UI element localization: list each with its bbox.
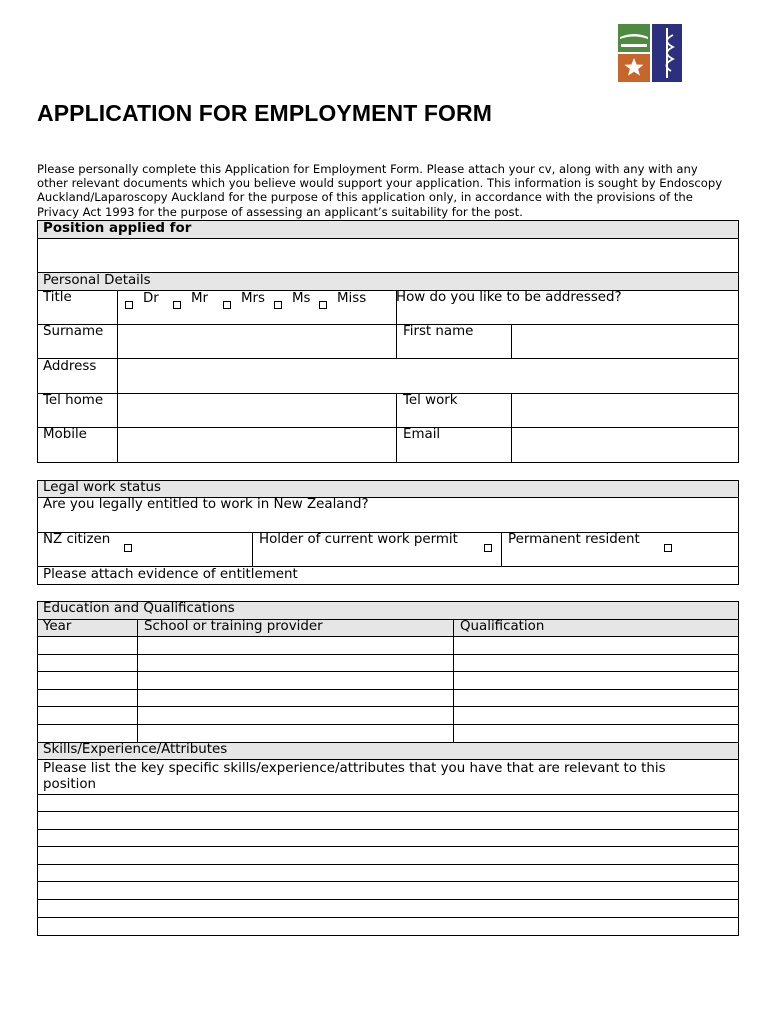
addressed-as-label: How do you like to be addressed? [396,290,622,305]
intro-line: Privacy Act 1993 for the purpose of assessing an applicant’s suitability for the post. [37,204,523,219]
skills-row[interactable] [38,918,738,935]
skills-row[interactable] [38,900,738,917]
title-mr-label: Mr [191,291,209,306]
skills-section-header: Skills/Experience/Attributes [43,742,228,757]
skills-row[interactable] [38,812,738,829]
skills-row[interactable] [38,865,738,881]
personal-section-header: Personal Details [43,273,151,288]
column-header-school: School or training provider [144,619,323,634]
skills-prompt: position [43,777,97,792]
skills-row[interactable] [38,795,738,811]
title-miss-checkbox[interactable] [319,294,327,313]
intro-paragraph [37,162,737,219]
tel-work-input[interactable] [512,394,738,427]
intro-line: Please personally complete this Application for Employment Form. Please attach your cv, along with any with any [37,162,698,176]
education-row[interactable] [38,637,738,654]
tel-work-label: Tel work [403,393,458,408]
column-header-year: Year [43,619,72,634]
permanent-resident-label: Permanent resident [508,532,640,547]
email-label: Email [403,427,441,442]
work-permit-checkbox[interactable] [484,537,492,556]
addressed-as-input[interactable] [397,306,738,324]
title-miss-label: Miss [337,291,367,306]
page-title: APPLICATION FOR EMPLOYMENT FORM [37,100,492,126]
mobile-input[interactable] [118,428,396,462]
education-row[interactable] [38,690,738,706]
position-applied-input[interactable] [38,239,738,272]
title-mr-checkbox[interactable] [173,294,181,313]
endoscopy-auckland-logo-icon [617,23,683,83]
title-dr-label: Dr [143,291,159,306]
title-ms-label: Ms [292,291,311,306]
intro-line: Auckland/Laparoscopy Auckland for the purpose of this application only, in accordance with the provisions of the [37,190,693,205]
title-mrs-label: Mrs [241,291,266,306]
intro-line: other relevant documents which you believe would support your application. This information is sought by Endoscopy [37,176,723,191]
legal-section-header: Legal work status [43,480,161,495]
work-permit-label: Holder of current work permit [259,532,458,547]
nz-citizen-checkbox[interactable] [124,537,132,556]
education-section-header: Education and Qualifications [43,601,235,616]
education-row[interactable] [38,655,738,671]
title-mrs-checkbox[interactable] [223,294,231,313]
title-ms-checkbox[interactable] [274,294,282,313]
first-name-label: First name [403,324,474,339]
skills-prompt: Please list the key specific skills/experience/attributes that you have that are relevant to this [43,761,666,776]
first-name-input[interactable] [512,325,738,358]
email-input[interactable] [512,428,738,462]
address-input[interactable] [118,359,738,393]
permanent-resident-checkbox[interactable] [664,537,672,556]
position-section-header: Position applied for [43,221,192,236]
skills-row[interactable] [38,847,738,864]
evidence-note: Please attach evidence of entitlement [43,567,298,582]
title-label: Title [43,290,72,305]
title-dr-checkbox[interactable] [125,294,133,313]
education-row[interactable] [38,707,738,724]
education-row[interactable] [38,672,738,689]
column-header-qualification: Qualification [460,619,545,634]
legal-question: Are you legally entitled to work in New Zealand? [43,497,369,512]
mobile-label: Mobile [43,427,87,442]
surname-label: Surname [43,324,104,339]
nz-citizen-label: NZ citizen [43,532,111,547]
skills-row[interactable] [38,882,738,899]
education-row[interactable] [38,725,738,742]
skills-row[interactable] [38,830,738,846]
address-label: Address [43,359,97,374]
tel-home-label: Tel home [43,393,104,408]
surname-input[interactable] [118,325,396,358]
tel-home-input[interactable] [118,394,396,427]
